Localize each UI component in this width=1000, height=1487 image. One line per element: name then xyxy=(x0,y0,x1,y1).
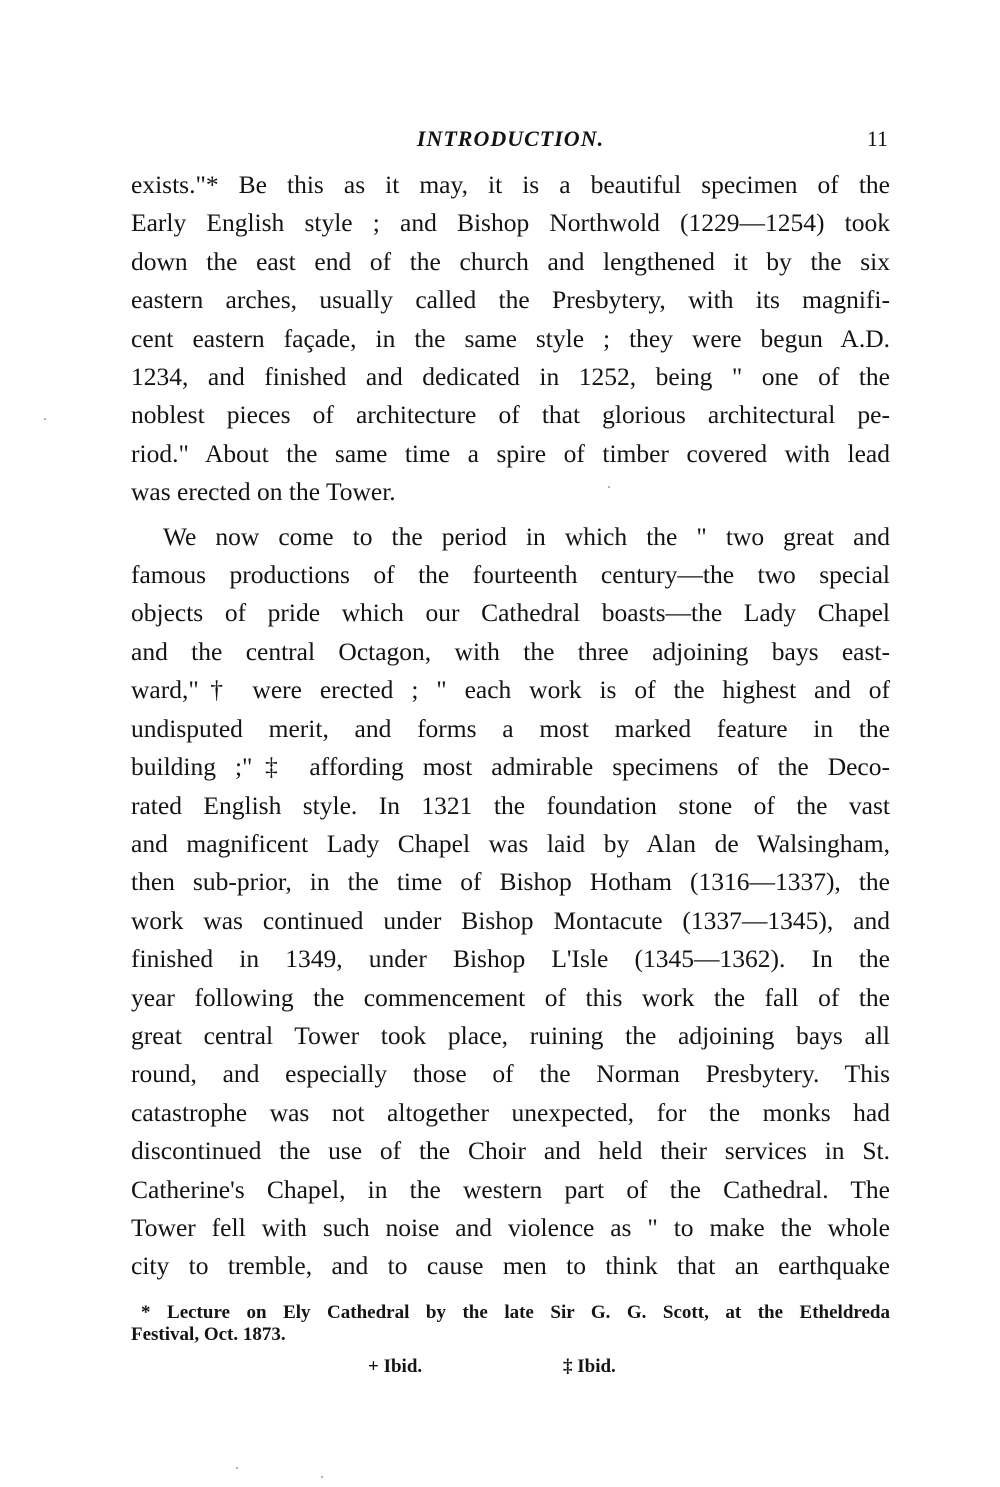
text-line: noblest pieces of architecture of that glorious architectural pe- xyxy=(131,400,890,430)
text-line: cent eastern façade, in the same style ; they were begun A.D. xyxy=(131,323,890,353)
text-line: down the east end of the church and lengthened it by the six xyxy=(131,246,890,276)
paragraph-2 xyxy=(131,518,890,1286)
text-line: ward,"† were erected ; " each work is of the highest and of xyxy=(131,675,890,705)
text-line: and magnificent Lady Chapel was laid by Alan de Walsingham, xyxy=(131,828,890,858)
text-line: then sub-prior, in the time of Bishop Hotham (1316—1337), the xyxy=(131,867,890,897)
footnote-ibid-row xyxy=(131,1356,890,1380)
text-line: great central Tower took place, ruining the adjoining bays all xyxy=(131,1020,890,1050)
text-line: objects of pride which our Cathedral boasts—the Lady Chapel xyxy=(131,598,890,628)
footnote-star-line: Festival, Oct. 1873. xyxy=(131,1324,286,1345)
running-title: INTRODUCTION. xyxy=(416,126,605,151)
footnote-double-dagger: ‡ Ibid. xyxy=(563,1356,616,1377)
scan-speck xyxy=(321,1476,323,1478)
text-line: city to tremble, and to cause men to think that an earthquake xyxy=(131,1251,890,1281)
text-line: 1234, and finished and dedicated in 1252, being " one of the xyxy=(131,362,890,392)
text-line: eastern arches, usually called the Presbytery, with its magnifi- xyxy=(131,285,890,315)
page-number: 11 xyxy=(866,126,888,151)
text-line: undisputed merit, and forms a most marked feature in the xyxy=(131,713,890,743)
text-line: catastrophe was not altogether unexpected, for the monks had xyxy=(131,1097,890,1127)
text-line: work was continued under Bishop Montacute (1337—1345), and xyxy=(131,905,890,935)
text-line: and the central Octagon, with the three adjoining bays east- xyxy=(131,636,890,666)
text-line: Early English style ; and Bishop Northwold (1229—1254) took xyxy=(131,208,890,238)
scan-speck xyxy=(236,1467,238,1469)
text-line: Tower fell with such noise and violence as " to make the whole xyxy=(131,1212,890,1242)
text-line: Catherine's Chapel, in the western part of the Cathedral. The xyxy=(131,1174,890,1204)
scan-speck xyxy=(44,418,46,420)
text-line: round, and especially those of the Norman Presbytery. This xyxy=(131,1059,890,1089)
text-line: discontinued the use of the Choir and held their services in St. xyxy=(131,1136,890,1166)
footnote-dagger: + Ibid. xyxy=(368,1356,423,1377)
text-line: We now come to the period in which the " two great and xyxy=(163,521,890,551)
text-line: building ;"‡ affording most admirable specimens of the Deco- xyxy=(131,752,890,782)
page-header xyxy=(131,126,890,160)
paragraph-1 xyxy=(131,166,890,512)
scan-speck xyxy=(608,486,610,488)
text-line: rated English style. In 1321 the foundation stone of the vast xyxy=(131,790,890,820)
footnotes xyxy=(131,1302,890,1377)
text-line: year following the commencement of this work the fall of the xyxy=(131,982,890,1012)
text-line: was erected on the Tower. xyxy=(131,477,396,507)
body-text xyxy=(131,166,890,1286)
footnote-star-line: * Lecture on Ely Cathedral by the late Sir G. G. Scott, at the Etheldreda xyxy=(141,1302,890,1323)
text-line: finished in 1349, under Bishop L'Isle (1345—1362). In the xyxy=(131,944,890,974)
text-line: exists."* Be this as it may, it is a beautiful specimen of the xyxy=(131,170,890,199)
text-line: famous productions of the fourteenth century—the two special xyxy=(131,560,890,590)
text-line: riod." About the same time a spire of timber covered with lead xyxy=(131,438,890,468)
